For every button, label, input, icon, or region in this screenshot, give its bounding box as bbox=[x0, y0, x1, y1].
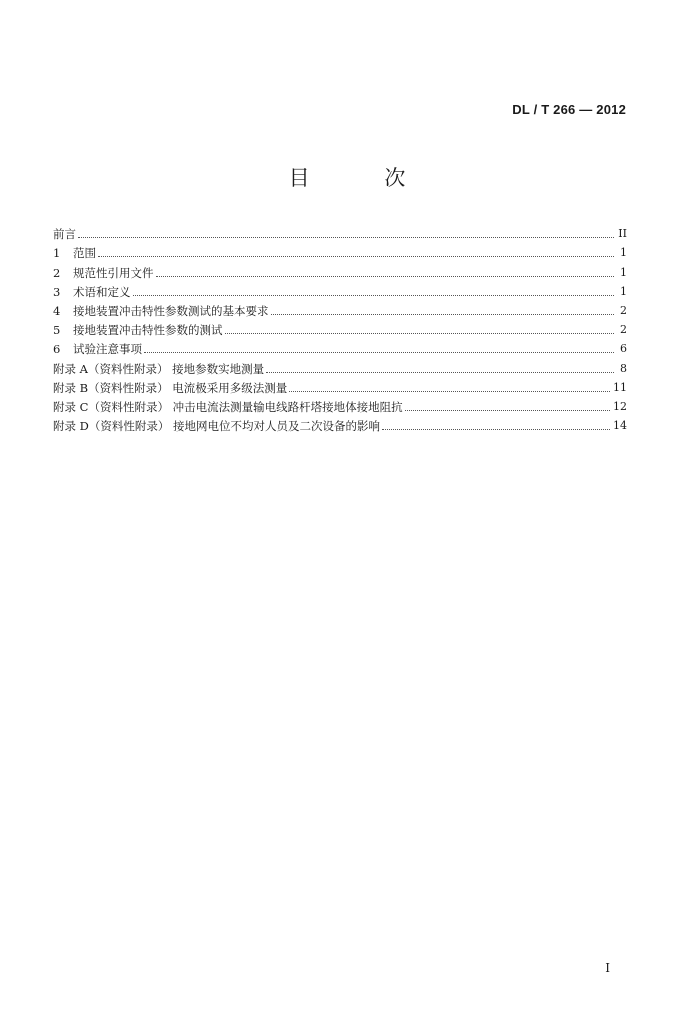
toc-entry-number: 4 bbox=[53, 303, 61, 318]
toc-leader-dots bbox=[133, 295, 615, 296]
toc-entry-6[interactable] bbox=[53, 337, 627, 356]
toc-entry-appendix-c[interactable] bbox=[53, 395, 627, 414]
toc-entry-label: 附录 B（资料性附录） 电流极采用多级法测量 bbox=[53, 380, 288, 395]
toc-entry-label: 规范性引用文件 bbox=[73, 265, 154, 280]
toc-entry-2[interactable] bbox=[53, 260, 627, 279]
toc-entry-page: 2 bbox=[620, 303, 627, 317]
toc-entry-page: 12 bbox=[613, 399, 627, 413]
toc-leader-dots bbox=[78, 237, 614, 238]
toc-entry-1[interactable] bbox=[53, 241, 627, 260]
toc-entry-page: II bbox=[618, 227, 627, 241]
toc-entry-number: 6 bbox=[53, 342, 61, 357]
toc-entry-page: 6 bbox=[620, 342, 627, 356]
toc-entry-4[interactable] bbox=[53, 299, 627, 318]
toc-entry-page: 1 bbox=[620, 246, 627, 260]
standard-code: DL / T 266 — 2012 bbox=[512, 102, 626, 117]
toc-leader-dots bbox=[266, 372, 614, 373]
page-title: 目 次 bbox=[288, 166, 440, 190]
toc-leader-dots bbox=[289, 391, 610, 392]
toc-entry-label: 附录 A（资料性附录） 接地参数实地测量 bbox=[53, 361, 265, 376]
toc-entry-5[interactable] bbox=[53, 318, 627, 337]
toc-leader-dots bbox=[98, 256, 614, 257]
toc-entry-appendix-a[interactable] bbox=[53, 356, 627, 375]
toc-entry-foreword[interactable] bbox=[53, 222, 627, 241]
toc-leader-dots bbox=[271, 314, 615, 315]
toc-entry-page: 8 bbox=[620, 361, 627, 375]
toc-entry-label: 前言 bbox=[53, 227, 76, 242]
toc-entry-number: 2 bbox=[53, 265, 61, 280]
page-number: I bbox=[605, 961, 610, 975]
toc-entry-number: 5 bbox=[53, 323, 61, 338]
toc-entry-label: 接地装置冲击特性参数的测试 bbox=[73, 323, 223, 338]
toc-leader-dots bbox=[156, 276, 615, 277]
toc-leader-dots bbox=[405, 410, 610, 411]
toc-leader-dots bbox=[144, 352, 614, 353]
toc-entry-page: 1 bbox=[620, 284, 627, 298]
toc-entry-appendix-b[interactable] bbox=[53, 376, 627, 395]
toc-entry-label: 范围 bbox=[73, 246, 96, 261]
toc-entry-page: 11 bbox=[613, 380, 627, 394]
toc-entry-number: 1 bbox=[53, 246, 61, 261]
toc-entry-label: 附录 D（资料性附录） 接地网电位不均对人员及二次设备的影响 bbox=[53, 419, 381, 434]
toc-entry-3[interactable] bbox=[53, 280, 627, 299]
toc-entry-label: 术语和定义 bbox=[73, 284, 131, 299]
toc-entry-label: 试验注意事项 bbox=[73, 342, 142, 357]
toc-entry-page: 1 bbox=[620, 265, 627, 279]
toc-entry-label: 接地装置冲击特性参数测试的基本要求 bbox=[73, 303, 269, 318]
toc-entry-number: 3 bbox=[53, 284, 61, 299]
toc-leader-dots bbox=[382, 429, 610, 430]
table-of-contents bbox=[53, 222, 627, 433]
toc-entry-appendix-d[interactable] bbox=[53, 414, 627, 433]
toc-leader-dots bbox=[225, 333, 615, 334]
toc-entry-page: 2 bbox=[620, 323, 627, 337]
toc-entry-label: 附录 C（资料性附录） 冲击电流法测量输电线路杆塔接地体接地阻抗 bbox=[53, 399, 403, 414]
toc-entry-page: 14 bbox=[613, 419, 627, 433]
